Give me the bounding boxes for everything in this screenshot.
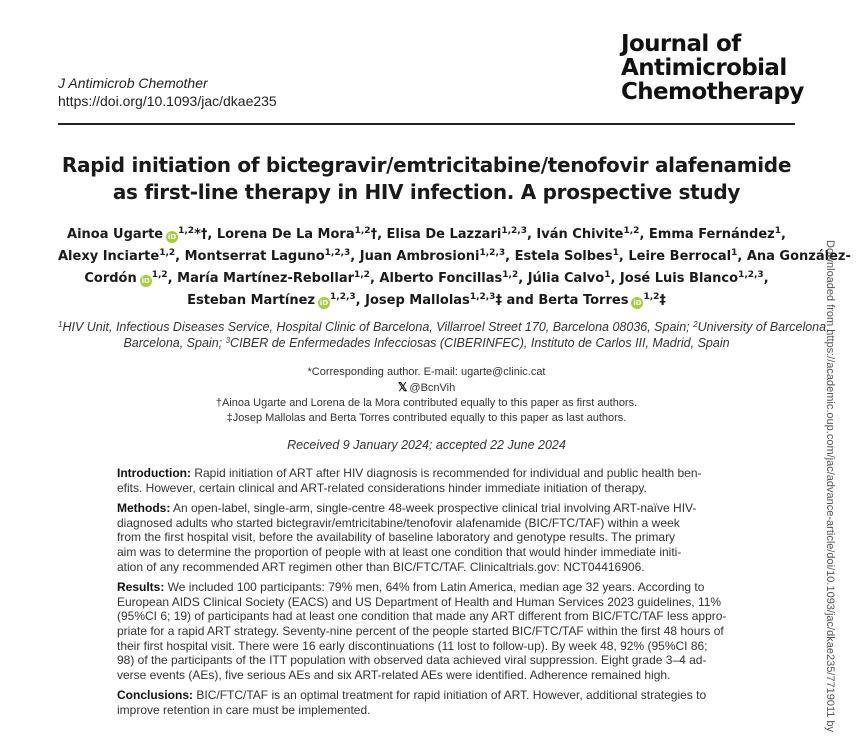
journal-citation <box>58 74 277 110</box>
first-authors-note: †Ainoa Ugarte and Lorena de la Mora contributed equally to this paper as first authors. <box>215 397 638 409</box>
affiliation-marker: 1,2 <box>159 248 176 258</box>
author-separator: , <box>355 293 366 308</box>
author-line <box>58 246 851 268</box>
affiliation-number: 1 <box>58 320 63 329</box>
author-line <box>58 268 795 290</box>
author-name: Josep Mallolas <box>365 293 470 308</box>
abstract-text: from the first hospital visit, before the availability of baseline laboratory and genotype results. The primary <box>117 530 676 545</box>
author-name: Elisa De Lazzari <box>386 227 502 242</box>
abstract-line <box>117 481 735 496</box>
abstract-line <box>117 609 735 624</box>
affiliation-marker: 1 <box>774 226 782 236</box>
abstract-section <box>117 466 735 495</box>
author-name: Leire Berrocal <box>628 249 732 264</box>
abstract-text: aim was to determine the proportion of people with at least one condition that would hinder immediate initi- <box>117 544 682 559</box>
affiliation-marker: 1,2,3 <box>738 270 764 280</box>
author-separator: , <box>518 271 528 286</box>
abstract-section-label: Introduction: <box>117 466 191 480</box>
affiliation-number: 2 <box>693 320 698 329</box>
download-watermark <box>822 240 840 744</box>
abstract-line <box>117 688 735 703</box>
author-name: Júlia Calvo <box>527 271 605 286</box>
abstract-text: Rapid initiation of ART after HIV diagnosis is recommended for individual and public health ben- <box>190 466 702 480</box>
affiliation-marker: 1,2 <box>151 270 168 280</box>
abstract-text: efits. However, certain clinical and ART-related considerations hinder immediate initiation of therapy. <box>117 480 647 495</box>
article-title <box>58 152 795 206</box>
author-separator: , <box>175 249 185 264</box>
affiliation-marker: 1 <box>612 248 619 258</box>
author-name: Cordón <box>84 271 137 286</box>
author-separator: , <box>207 227 217 242</box>
author-list <box>58 224 851 312</box>
abstract-line <box>117 516 735 531</box>
last-authors-note: ‡Josep Mallolas and Berta Torres contributed equally to this paper as last authors. <box>226 412 627 424</box>
affiliations <box>58 319 830 351</box>
author-line <box>58 290 795 312</box>
social-handle[interactable] <box>58 380 795 396</box>
abstract-text: verse events (AEs), five serious AEs and six ART-related AEs were identified. Adherence remained high. <box>117 667 671 682</box>
affiliation-line <box>58 335 795 351</box>
abstract-text: An open-label, single-arm, single-centre 48-week prospective clinical trial involving ART-naïve HIV- <box>170 501 697 516</box>
journal-logo <box>621 32 804 104</box>
abstract-text: European AIDS Clinical Society (EACS) and US Department of Health and Human Services 2023 guidelines, 11% <box>117 594 722 609</box>
corresponding-author: *Corresponding author. E-mail: ugarte@clinic.cat <box>307 366 546 378</box>
abstract-section-label: Results: <box>117 580 165 595</box>
abstract-text: improve retention in care must be implemented. <box>117 702 371 717</box>
author-note-symbol: † <box>370 227 378 242</box>
abstract-text: diagnosed adults who started bictegravir/emtricitabine/tenofovir alafenamide (BIC/FTC/TAF) within a week <box>117 515 680 530</box>
journal-abbreviation: J Antimicrob Chemother <box>58 75 208 91</box>
abstract-text: ation of any recommended ART regimen other than BIC/FTC/TAF. Clinicaltrials.gov: NCT04416906. <box>117 559 645 574</box>
affiliation-text: University of Barcelona, <box>697 320 830 334</box>
abstract-line <box>117 545 735 560</box>
abstract-section <box>117 501 735 574</box>
author-line <box>58 224 795 246</box>
abstract-line <box>117 624 735 639</box>
abstract-text: BIC/FTC/TAF is an optimal treatment for rapid initiation of ART. However, additional strategies to <box>193 688 707 703</box>
abstract-text: We included 100 participants: 79% men, 64% from Latin America, median age 32 years. According to <box>164 580 705 595</box>
journal-logo-line: Journal of <box>621 31 741 57</box>
received-dates: Received 9 January 2024; accepted 22 June 2024 <box>287 438 566 452</box>
author-note-symbol: ‡ <box>659 293 666 308</box>
author-separator: , <box>350 249 360 264</box>
abstract <box>117 466 735 724</box>
affiliation-marker: 1,2,3 <box>324 248 351 258</box>
author-name: Ana González- <box>746 249 851 264</box>
affiliation-line <box>58 319 830 335</box>
affiliation-marker: 1 <box>604 270 611 280</box>
abstract-section-label: Methods: <box>117 501 171 516</box>
author-name: María Martínez-Rebollar <box>177 271 354 286</box>
affiliation-marker: 1,2,3 <box>501 226 527 236</box>
abstract-line <box>117 560 735 575</box>
affiliation-marker: 1,2 <box>623 226 640 236</box>
abstract-line <box>117 639 735 654</box>
abstract-section <box>117 688 735 717</box>
abstract-line <box>117 668 735 683</box>
header-divider <box>58 123 795 125</box>
author-separator: , <box>526 227 537 242</box>
author-name: Lorena De La Mora <box>216 227 355 242</box>
author-name: Berta Torres <box>538 293 629 308</box>
abstract-line <box>117 703 735 718</box>
abstract-text: (95%CI 6; 19) of participants had at least one condition that made any ART different from BIC/FTC/TAF less appro- <box>117 609 727 624</box>
affiliation-marker: 1,2 <box>178 226 195 236</box>
affiliation-marker: 1,2,3 <box>330 292 356 302</box>
author-separator: , <box>377 227 387 242</box>
author-name: Alexy Inciarte <box>58 249 160 264</box>
download-text: Downloaded from https://academic.oup.com/jac/advance-article/doi/10.1093/jac/dkae235/7719011 by <box>824 240 836 733</box>
author-name: Iván Chivite <box>536 227 624 242</box>
abstract-text: 98) of the participants of the ITT population with observed data achieved viral suppression. Eight grade 3–4 ad- <box>117 653 707 668</box>
author-separator: , <box>763 271 769 286</box>
author-name: Emma Fernández <box>648 227 775 242</box>
author-separator: , <box>505 249 515 264</box>
abstract-section-label: Conclusions: <box>117 688 194 703</box>
author-separator: and <box>501 293 539 308</box>
orcid-icon[interactable]: iD <box>168 233 177 241</box>
author-name: José Luis Blanco <box>619 271 739 286</box>
author-name: Esteban Martínez <box>187 293 316 308</box>
affiliation-marker: 1,2 <box>354 226 371 236</box>
affiliation-marker: 1,2 <box>354 270 370 280</box>
abstract-line <box>117 595 735 610</box>
orcid-icon[interactable]: iD <box>141 277 150 285</box>
affiliation-marker: 1,2,3 <box>479 248 506 258</box>
author-separator: , <box>737 249 747 264</box>
affiliation-marker: 1 <box>731 248 738 258</box>
x-logo-icon: 𝕏 <box>397 380 408 394</box>
affiliation-text: CIBER de Enfermedades Infecciosas (CIBERINFEC), Instituto de Carlos III, Madrid, Spain <box>230 336 730 350</box>
abstract-text: priate for a rapid ART strategy. Seventy-nine percent of the people started BIC/FTC/TAF within the first 48 hours of <box>117 623 724 638</box>
author-name: Juan Ambrosioni <box>359 249 480 264</box>
abstract-line <box>117 466 735 481</box>
affiliation-text: Barcelona, Spain; <box>123 336 226 350</box>
author-name: Ainoa Ugarte <box>67 227 164 242</box>
orcid-icon[interactable]: iD <box>633 299 642 307</box>
author-separator: , <box>781 227 786 242</box>
author-separator: , <box>618 249 629 264</box>
abstract-line <box>117 501 735 516</box>
orcid-icon[interactable]: iD <box>319 299 329 307</box>
author-separator: , <box>610 271 620 286</box>
affiliation-number: 3 <box>225 336 231 345</box>
author-notes <box>58 365 795 426</box>
affiliation-marker: 1,2 <box>502 270 519 280</box>
author-separator: , <box>167 271 178 286</box>
abstract-line <box>117 653 735 668</box>
author-name: Estela Solbes <box>514 249 613 264</box>
author-name: Montserrat Laguno <box>184 249 325 264</box>
author-name: Alberto Foncillas <box>379 271 503 286</box>
abstract-line <box>117 530 735 545</box>
affiliation-marker: 1,2,3 <box>469 292 496 302</box>
abstract-text: their first hospital visit. There were 16 early discontinuations (11 lost to follow-up). By week 48, 92% (95%CI 86; <box>117 638 708 653</box>
journal-logo-line: Chemotherapy <box>621 79 804 105</box>
affiliation-text: HIV Unit, Infectious Diseases Service, Hospital Clinic of Barcelona, Villarroel Street 170, Barcelona 08036, Spain; <box>62 320 694 334</box>
author-note-symbol: ‡ <box>495 293 502 308</box>
title-line: Rapid initiation of bictegravir/emtricitabine/tenofovir alafenamide <box>61 153 792 177</box>
x-handle: @BcnVih <box>409 382 456 394</box>
author-note-symbol: *† <box>194 227 208 242</box>
affiliation-marker: 1,2 <box>643 292 660 302</box>
abstract-line <box>117 580 735 595</box>
journal-logo-line: Antimicrobial <box>621 55 787 81</box>
abstract-section <box>117 580 735 682</box>
author-separator: , <box>369 271 380 286</box>
doi-link[interactable]: https://doi.org/10.1093/jac/dkae235 <box>58 93 277 109</box>
title-line: as first-line therapy in HIV infection. A prospective study <box>112 180 741 204</box>
author-separator: , <box>639 227 649 242</box>
